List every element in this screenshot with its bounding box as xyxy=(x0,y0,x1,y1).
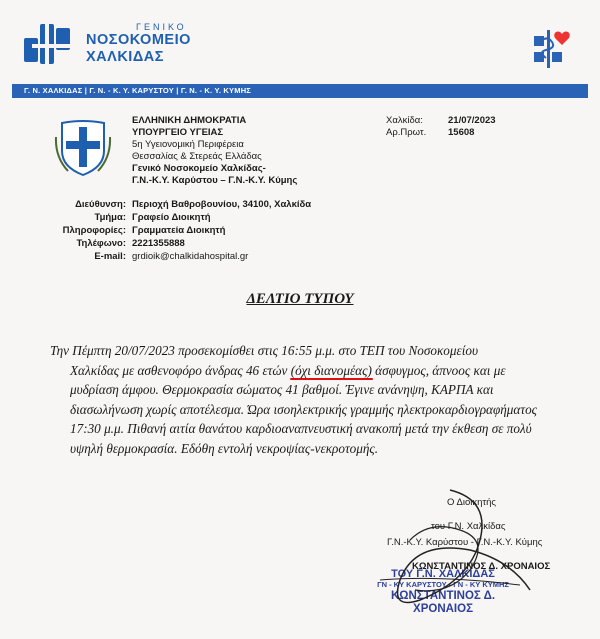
document-date: 21/07/2023 xyxy=(448,115,496,126)
body-line1: Την Πέμπτη 20/07/2023 προσεκομίσθει στις 16:55 μ.μ. στο ΤΕΠ του Νοσοκομείου xyxy=(50,343,479,358)
health-cross-heart-icon xyxy=(532,26,576,70)
email-label: E-mail: xyxy=(94,251,126,262)
address-value: Περιοχή Βαθροβουνίου, 34100, Χαλκίδα xyxy=(132,199,312,210)
signatory-name: ΚΩΝΣΤΑΝΤΙΝΟΣ Δ. ΧΡΟΝΑΙΟΣ xyxy=(412,561,551,572)
phone-value: 2221355888 xyxy=(132,238,185,249)
signatory-line1: του Γ.Ν. Χαλκίδας xyxy=(431,521,506,532)
document-title: ΔΕΛΤΙΟ ΤΥΠΟΥ xyxy=(246,291,354,307)
authority-line3: 5η Υγειονομική Περιφέρεια xyxy=(132,139,244,150)
place-label: Χαλκίδα: xyxy=(386,115,423,126)
contact-details xyxy=(40,198,311,263)
dept-label: Τμήμα: xyxy=(94,212,126,223)
signatory-line2: Γ.Ν.-Κ.Υ. Καρύστου - Γ.Ν.-Κ.Υ. Κύμης xyxy=(387,537,543,548)
body-line2-c: άσφυγμος, άπνοος και με xyxy=(371,362,506,378)
greek-emblem-icon xyxy=(54,117,112,177)
stamp-line2: ΓΝ - ΚΥ ΚΑΡΥΣΤΟΥ - ΓΝ - ΚΥ ΚΥΜΗΣ xyxy=(377,580,509,589)
authority-line4: Θεσσαλίας & Στερεάς Ελλάδας xyxy=(132,151,262,162)
authority-line1: ΕΛΛΗΝΙΚΗ ΔΗΜΟΚΡΑΤΙΑ xyxy=(132,115,247,126)
issuing-authority xyxy=(132,115,297,187)
info-label: Πληροφορίες: xyxy=(62,225,126,236)
document-references xyxy=(386,115,496,139)
stamp-line1: ΤΟΥ Γ.Ν. ΧΑΛΚΙΔΑΣ xyxy=(391,568,495,580)
logo-line1: ΝΟΣΟΚΟΜΕΙΟ xyxy=(86,32,191,48)
address-label: Διεύθυνση: xyxy=(75,199,126,210)
authority-line5: Γενικό Νοσοκομείο Χαλκίδας- xyxy=(132,163,266,174)
hospital-logo-text xyxy=(86,22,191,66)
body-line4: διασωλήνωση χωρίς αποτέλεσμα. Ώρα ισοηλεκτρικής γραμμής ηλεκτροκαρδιογραφήματος xyxy=(70,401,538,417)
body-line6: υψηλή θερμοκρασία. Εδόθη εντολή νεκροψίας-νεκροτομής. xyxy=(70,440,379,456)
authority-line2: ΥΠΟΥΡΓΕΙΟ ΥΓΕΙΑΣ xyxy=(132,127,224,138)
email-link[interactable]: grdioik@chalkidahospital.gr xyxy=(132,251,249,262)
info-value: Γραμματεία Διοικητή xyxy=(132,225,226,236)
press-release-body xyxy=(50,341,575,458)
stamp-line3: ΚΩΝΣΤΑΝΤΙΝΟΣ Δ. ΧΡΟΝΑΙΟΣ xyxy=(390,590,496,615)
official-stamp xyxy=(368,568,518,616)
highlighted-phrase: (όχι διανομέας) xyxy=(290,362,372,378)
signatory-title: Ο Διοικητής xyxy=(447,497,497,508)
protocol-label: Αρ.Πρωτ. xyxy=(386,127,427,138)
body-line2 xyxy=(70,361,575,381)
dept-value: Γραφείο Διοικητή xyxy=(132,212,211,223)
body-line5: 17:30 μ.μ. Πιθανή αιτία θανάτου καρδιοαναπνευστική ανακοπή μετά την έκθεση σε πολύ xyxy=(70,421,532,436)
hospital-network-bar: Γ. Ν. ΧΑΛΚΙΔΑΣ | Γ. Ν. - Κ. Υ. ΚΑΡΥΣΤΟΥ | Γ. Ν. - Κ. Υ. ΚΥΜΗΣ xyxy=(12,84,588,98)
body-line2-a: Χαλκίδας με ασθενοφόρο άνδρας 46 ετών xyxy=(70,362,291,378)
logo-line2: ΧΑΛΚΙΔΑΣ xyxy=(86,49,164,65)
authority-line6: Γ.Ν.-Κ.Υ. Καρύστου – Γ.Ν.-Κ.Υ. Κύμης xyxy=(132,175,298,186)
body-line3: μυδρίαση άμφου. Θερμοκρασία σώματος 41 βαθμοί. Έγινε ανάνηψη, ΚΑΡΠΑ και xyxy=(70,382,494,397)
hospital-logo-icon xyxy=(22,18,74,70)
logo-small-text: ΓΕΝΙΚΟ xyxy=(136,22,187,32)
phone-label: Τηλέφωνο: xyxy=(76,238,126,249)
protocol-number: 15608 xyxy=(448,127,475,138)
